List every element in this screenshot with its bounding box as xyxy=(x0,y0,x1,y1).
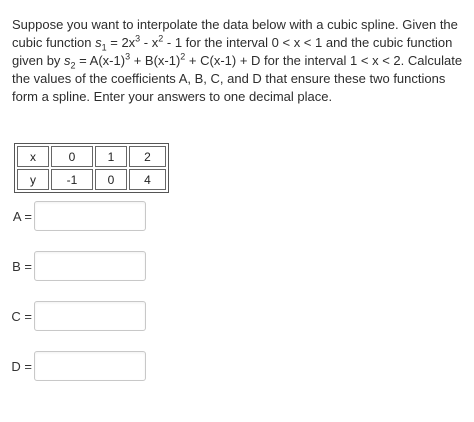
answer-row-c xyxy=(0,301,160,333)
question-text xyxy=(12,16,464,106)
table-cell: x xyxy=(17,146,49,167)
data-table xyxy=(14,143,169,193)
table-cell: 4 xyxy=(129,169,166,190)
answer-input-d[interactable] xyxy=(34,351,146,381)
answer-label-d: D = xyxy=(11,359,32,374)
answer-row-d xyxy=(0,351,160,383)
table-cell: 0 xyxy=(51,146,93,167)
table-cell: y xyxy=(17,169,49,190)
question-part: Suppose you want to interpolate the data below with a cubic spline. Given the cubic function xyxy=(12,17,458,50)
exponent: 2 xyxy=(158,33,164,44)
s1-symbol: s xyxy=(95,35,102,50)
question-part: = 2x xyxy=(106,35,136,50)
question-part: - x xyxy=(140,35,159,50)
answer-label-a: A = xyxy=(12,209,32,224)
question-part: + C(x-1) + D for the interval 1 < x < 2. Calculate the values of the coefficients A, B, C, and D that ensure these two functions form a spline. Enter your answers to one decimal place. xyxy=(12,53,463,104)
table-cell: -1 xyxy=(51,169,93,190)
answer-label-b: B = xyxy=(12,259,32,274)
table-cell: 0 xyxy=(95,169,127,190)
answer-label-c: C = xyxy=(11,309,32,324)
s2-subscript: 2 xyxy=(70,60,76,71)
exponent: 3 xyxy=(125,51,131,62)
answer-row-b xyxy=(0,251,160,283)
answer-input-c[interactable] xyxy=(34,301,146,331)
s1-subscript: 1 xyxy=(101,42,107,53)
answer-input-a[interactable] xyxy=(34,201,146,231)
question-part: + B(x-1) xyxy=(130,53,181,68)
table-row-y xyxy=(17,169,166,190)
answer-input-b[interactable] xyxy=(34,251,146,281)
s2-symbol: s xyxy=(64,53,71,68)
table-row-x xyxy=(17,146,166,167)
exponent: 2 xyxy=(180,51,186,62)
table-cell: 2 xyxy=(129,146,166,167)
table-cell: 1 xyxy=(95,146,127,167)
exponent: 3 xyxy=(135,33,141,44)
question-part: = A(x-1) xyxy=(75,53,126,68)
question-part: - 1 for the interval 0 < x < 1 and the cubic function given by xyxy=(12,35,453,68)
answer-row-a xyxy=(0,201,160,233)
